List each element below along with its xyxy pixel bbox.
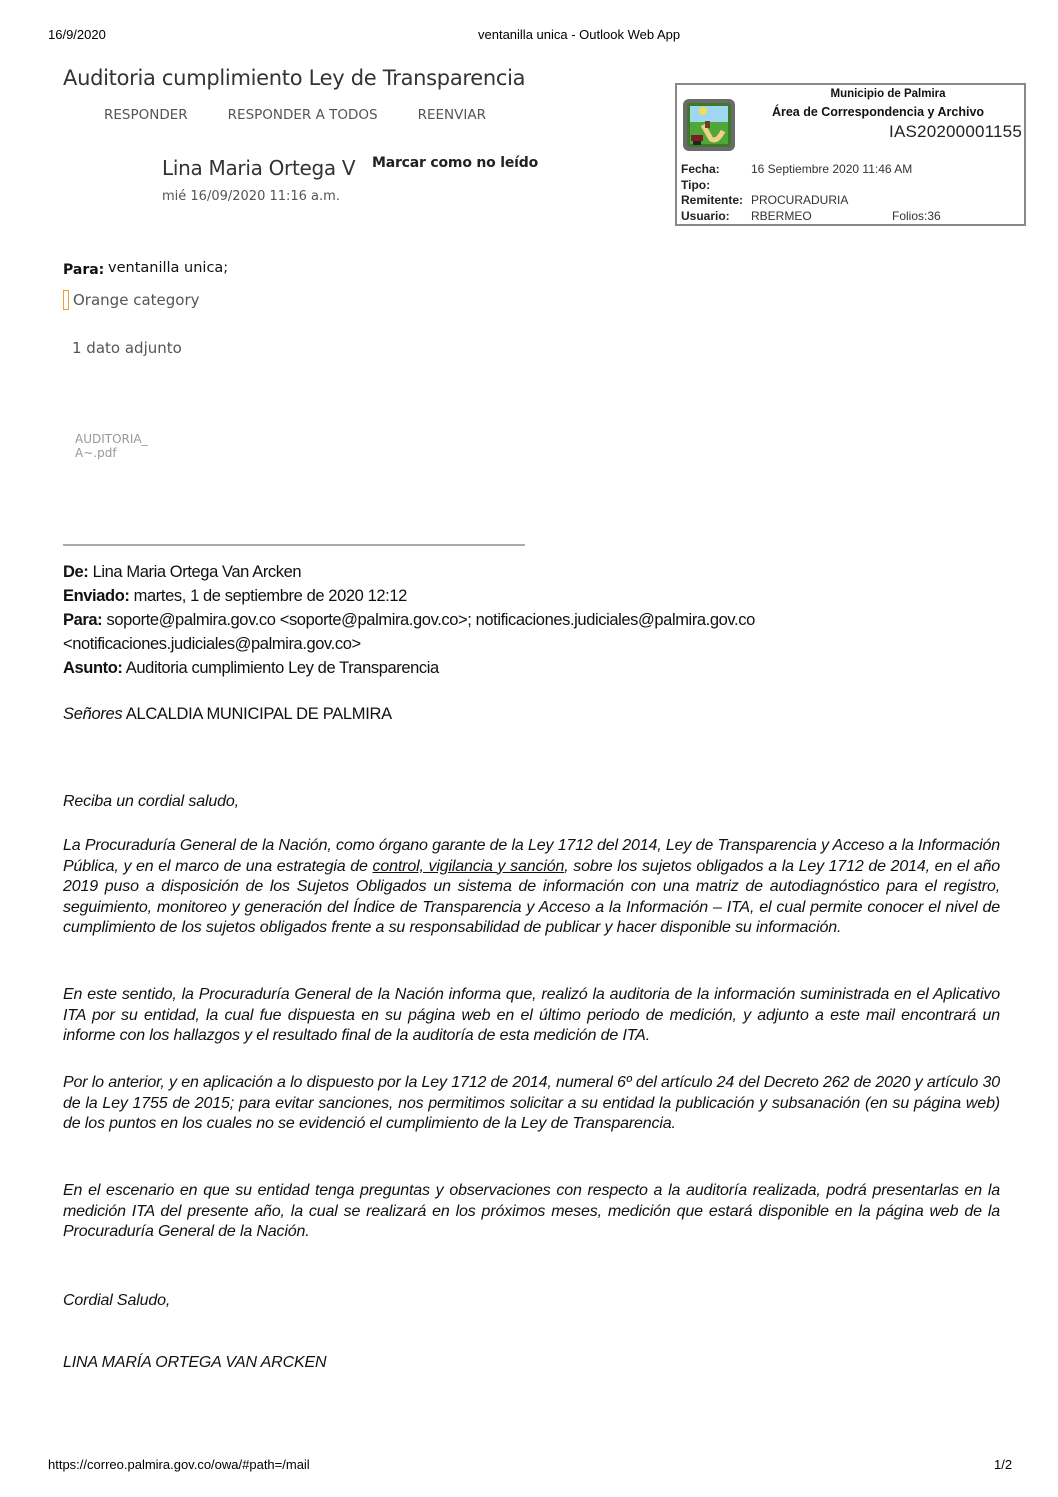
fw-to-label: Para: xyxy=(63,611,103,629)
stamp-usuario-row xyxy=(681,209,812,223)
stamp-code: IAS20200001155 xyxy=(889,122,1022,141)
body-paragraph-4: En el escenario en que su entidad tenga preguntas y observaciones con respecto a la auditoría realizada, podrá presentarlas en la medición ITA del presente año, la cual se realizará en los próximos meses, medición que estará disponible en la página web de la Procuraduría General de la Nación. xyxy=(63,1182,1000,1240)
correspondence-stamp xyxy=(675,83,1026,226)
print-title: ventanilla unica - Outlook Web App xyxy=(478,27,681,42)
fw-from-row xyxy=(63,560,755,584)
print-footer-url: https://correo.palmira.gov.co/owa/#path=/mail xyxy=(48,1457,310,1472)
message-actions xyxy=(104,107,486,123)
stamp-usuario-value: RBERMEO xyxy=(751,209,812,223)
body-paragraph-3: Por lo anterior, y en aplicación a lo dispuesto por la Ley 1712 de 2014, numeral 6º del artículo 24 del Decreto 262 de 2020 y artículo 30 de la Ley 1755 de 2015; para evitar sanciones, nos permitimos solicitar a su entidad la publicación y subsanación (en su página web) de los puntos en los cuales no se evidenció el cumplimiento de la Ley de Transparencia. xyxy=(63,1074,1000,1132)
p1-text-b: , sobre los sujetos obligados a la Ley 1712 de 2014, en el año 2019 puso a disposición de los Sujetos Obligados un sistema de información con una matriz de autodiagnóstico para el registro, seguimiento, monitoreo y generación del Índice de Transparencia y Acceso a la Información – ITA, el cual permite conocer el nivel de cumplimiento de los sujetos obligados frente a su responsabilidad de publicar y hacer disponible su información. xyxy=(63,857,1000,936)
stamp-title1: Municipio de Palmira xyxy=(830,88,946,100)
forward-divider xyxy=(63,544,525,546)
attachment-filename-line2: A~.pdf xyxy=(75,446,117,460)
fw-from-label: De: xyxy=(63,563,89,581)
stamp-remitente-row xyxy=(681,193,848,207)
greeting-prefix: Señores xyxy=(63,705,123,723)
p1-underlined: control, vigilancia y sanción xyxy=(372,857,565,875)
stamp-remitente-label: Remitente: xyxy=(681,193,744,207)
body-closing: Cordial Saludo, xyxy=(63,1292,171,1309)
print-footer-page: 1/2 xyxy=(994,1457,1013,1472)
body-signature: LINA MARÍA ORTEGA VAN ARCKEN xyxy=(63,1354,327,1371)
category-label: Orange category xyxy=(73,291,200,309)
reply-all-button[interactable]: RESPONDER A TODOS xyxy=(227,107,378,123)
stamp-title2: Área de Correspondencia y Archivo xyxy=(771,105,985,119)
forwarded-header xyxy=(63,560,755,680)
sent-date: mié 16/09/2020 11:16 a.m. xyxy=(162,189,340,204)
attachment-file[interactable] xyxy=(75,432,148,460)
reply-button[interactable]: RESPONDER xyxy=(104,107,188,123)
body-paragraph-2: En este sentido, la Procuraduría General de la Nación informa que, realizó la auditoria de la información suministrada en el Aplicativo ITA por su entidad, la cual fue dispuesta en su página web en el último periodo de medición, y adjunto a este mail encontrará un informe con los hallazgos y el resultado final de la auditoría de esta medición de ITA. xyxy=(63,986,1000,1044)
fw-sent-value: martes, 1 de septiembre de 2020 12:12 xyxy=(129,587,407,605)
fw-subject-row xyxy=(63,656,755,680)
greeting xyxy=(63,705,392,724)
mark-unread-button[interactable]: Marcar como no leído xyxy=(372,155,538,171)
message-subject: Auditoria cumplimiento Ley de Transparencia xyxy=(63,66,526,90)
stamp-fecha-row xyxy=(681,162,912,176)
fw-to-row xyxy=(63,608,755,632)
stamp-tipo-row xyxy=(681,178,751,192)
fw-subject-label: Asunto: xyxy=(63,659,123,677)
stamp-fecha-label: Fecha: xyxy=(681,162,720,176)
fw-from-value: Lina Maria Ortega Van Arcken xyxy=(88,563,302,581)
category-color-icon xyxy=(63,290,69,310)
greeting-name: ALCALDIA MUNICIPAL DE PALMIRA xyxy=(122,705,392,723)
stamp-folios: Folios:36 xyxy=(892,209,941,223)
fw-to-value: soporte@palmira.gov.co <soporte@palmira.gov.co>; notificaciones.judiciales@palmira.gov.co xyxy=(102,611,755,629)
fw-sent-row xyxy=(63,584,755,608)
forward-button[interactable]: REENVIAR xyxy=(417,107,486,123)
attachment-filename-line1: AUDITORIA_ xyxy=(75,432,148,446)
category-tag[interactable] xyxy=(63,290,199,310)
print-date: 16/9/2020 xyxy=(48,27,106,42)
stamp-usuario-label: Usuario: xyxy=(681,209,730,223)
stamp-fecha-value: 16 Septiembre 2020 11:46 AM xyxy=(751,162,913,176)
stamp-remitente-value: PROCURADURIA xyxy=(751,193,849,207)
sender-name[interactable]: Lina Maria Ortega V xyxy=(162,156,356,180)
p1-text-a: La Procuraduría General de la Nación, como órgano garante de la Ley 1712 del 2014, Ley de Transparencia y Acceso a la Información Pública, y en el marco de una estrategia de xyxy=(63,837,1000,875)
fw-sent-label: Enviado: xyxy=(63,587,130,605)
to-label: Para: xyxy=(63,262,105,278)
stamp-tipo-label: Tipo: xyxy=(681,178,711,192)
attachment-count: 1 dato adjunto xyxy=(72,339,182,357)
to-recipient[interactable]: ventanilla unica; xyxy=(108,260,229,276)
body-salutation: Reciba un cordial saludo, xyxy=(63,793,239,810)
fw-to-row-cont: <notificaciones.judiciales@palmira.gov.co> xyxy=(63,635,361,653)
body-paragraph-1 xyxy=(63,836,1000,939)
palmira-coat-of-arms-icon xyxy=(681,95,737,155)
fw-subject-value: Auditoria cumplimiento Ley de Transparencia xyxy=(122,659,439,677)
